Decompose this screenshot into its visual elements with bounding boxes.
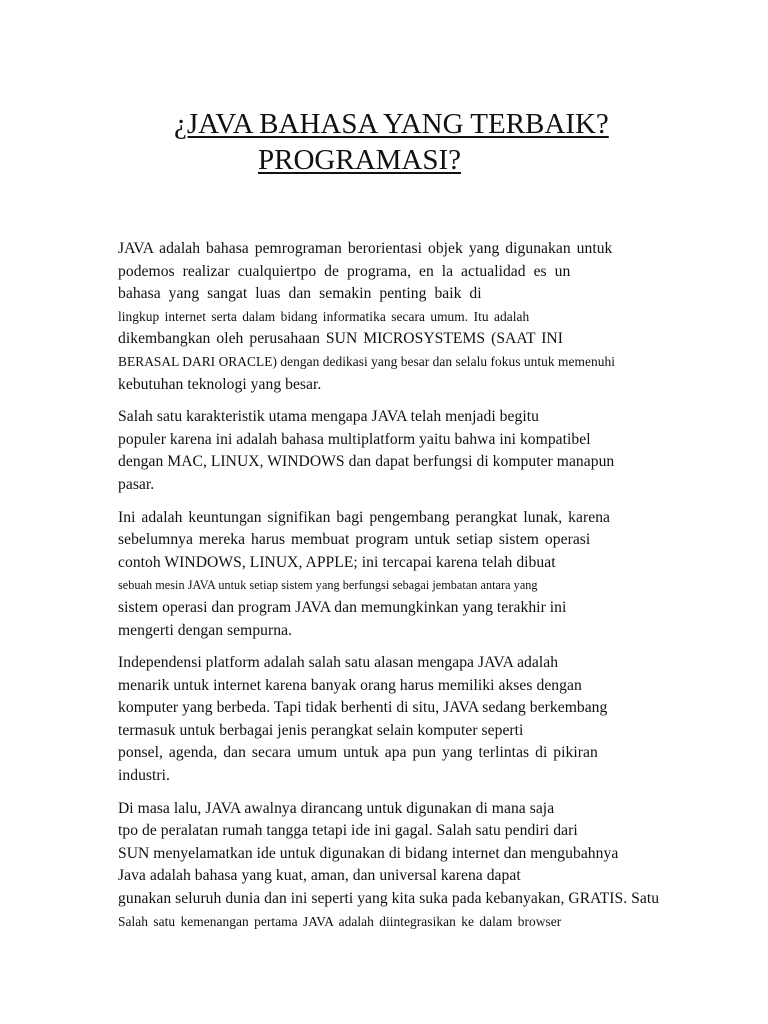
paragraph	[118, 406, 738, 496]
text-line: menarik untuk internet karena banyak orang harus memiliki akses dengan	[118, 676, 582, 694]
text-line: podemos realizar cualquiertpo de programa, en la actualidad es un	[118, 262, 571, 280]
paragraph	[118, 238, 738, 396]
text-line: SUN menyelamatkan ide untuk digunakan di bidang internet dan mengubahnya	[118, 844, 619, 862]
text-line: komputer yang berbeda. Tapi tidak berhenti di situ, JAVA sedang berkembang	[118, 699, 608, 717]
text-line: Independensi platform adalah salah satu alasan mengapa JAVA adalah	[118, 654, 559, 672]
text-line: lingkup internet serta dalam bidang informatika secara umum. Itu adalah	[118, 308, 530, 324]
text-line: kebutuhan teknologi yang besar.	[118, 375, 322, 393]
text-line: sebelumnya mereka harus membuat program untuk setiap sistem operasi	[118, 531, 591, 549]
text-line: pasar.	[118, 475, 155, 493]
text-line: bahasa yang sangat luas dan semakin penting baik di	[118, 285, 482, 303]
text-line: Salah satu karakteristik utama mengapa JAVA telah menjadi begitu	[118, 408, 539, 426]
title-line-2: PROGRAMASI?	[258, 144, 462, 176]
text-line: sebuah mesin JAVA untuk setiap sistem yang berfungsi sebagai jembatan antara yang	[118, 578, 538, 593]
text-line: Ini adalah keuntungan signifikan bagi pengembang perangkat lunak, karena	[118, 508, 611, 526]
paragraph	[118, 798, 738, 934]
text-line: ponsel, agenda, dan secara umum untuk apa pun yang terlintas di pikiran	[118, 744, 598, 762]
text-line: populer karena ini adalah bahasa multiplatform yaitu bahwa ini kompatibel	[118, 430, 591, 448]
text-line: Java adalah bahasa yang kuat, aman, dan universal karena dapat	[118, 867, 521, 885]
text-line: mengerti dengan sempurna.	[118, 621, 293, 639]
text-line: JAVA adalah bahasa pemrograman berorientasi objek yang digunakan untuk	[118, 240, 613, 257]
text-line: industri.	[118, 767, 170, 785]
text-line: BERASAL DARI ORACLE) dengan dedikasi yang besar dan selalu fokus untuk memenuhi	[118, 353, 615, 369]
title-line-1: ¿JAVA BAHASA YANG TERBAIK?	[174, 108, 609, 140]
paragraph	[118, 507, 738, 643]
text-line: dengan MAC, LINUX, WINDOWS dan dapat berfungsi di komputer manapun	[118, 453, 615, 471]
document-body	[118, 238, 738, 943]
text-line: Di masa lalu, JAVA awalnya dirancang untuk digunakan di mana saja	[118, 799, 555, 817]
text-line: Salah satu kemenangan pertama JAVA adalah diintegrasikan ke dalam browser	[118, 913, 562, 929]
text-line: tpo de peralatan rumah tangga tetapi ide ini gagal. Salah satu pendiri dari	[118, 822, 578, 840]
text-line: contoh WINDOWS, LINUX, APPLE; ini tercapai karena telah dibuat	[118, 553, 556, 571]
text-line: dikembangkan oleh perusahaan SUN MICROSYSTEMS (SAAT INI	[118, 330, 563, 348]
text-line: gunakan seluruh dunia dan ini seperti yang kita suka pada kebanyakan, GRATIS. Satu	[118, 890, 660, 908]
text-line: termasuk untuk berbagai jenis perangkat selain komputer seperti	[118, 721, 524, 739]
paragraph	[118, 652, 738, 788]
text-line: sistem operasi dan program JAVA dan memungkinkan yang terakhir ini	[118, 598, 567, 616]
